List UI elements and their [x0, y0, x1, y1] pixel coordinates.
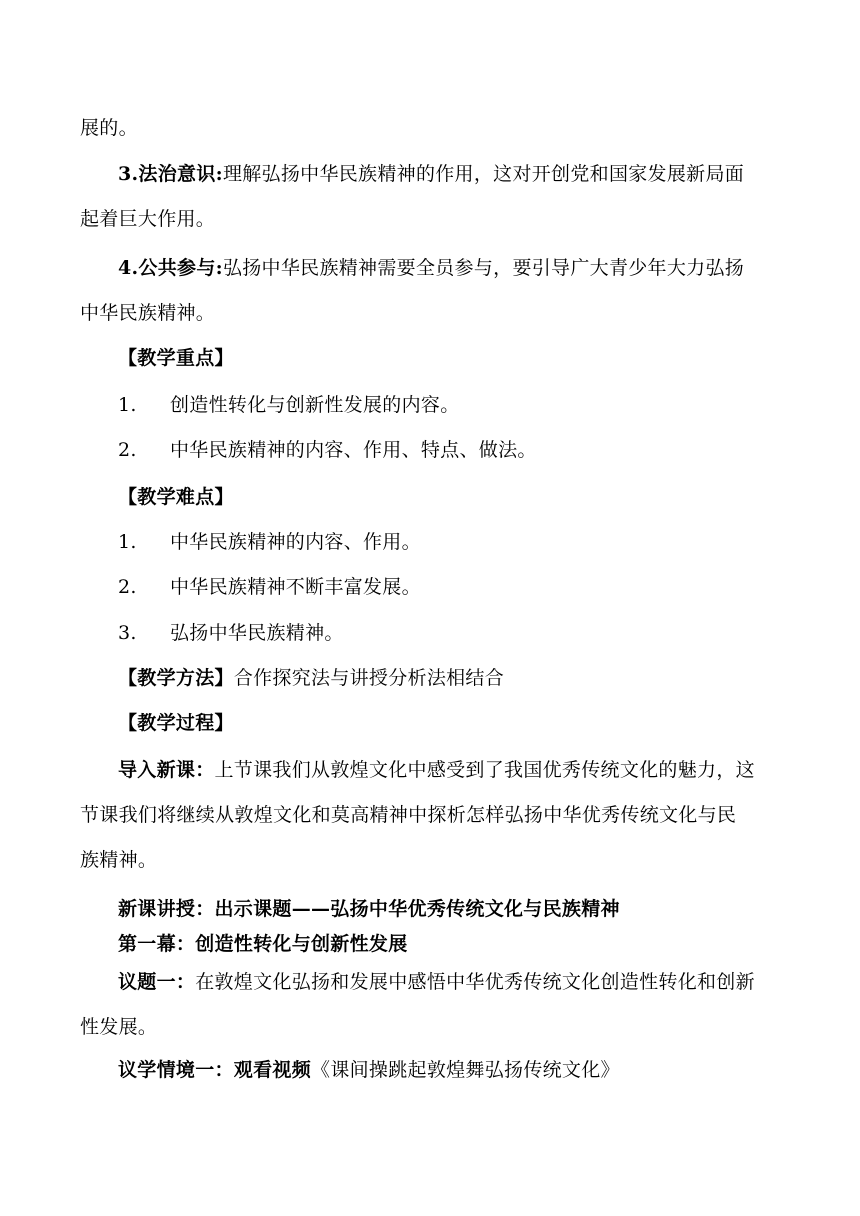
section-teaching-method: [118, 666, 860, 690]
section-heading-process: [118, 711, 860, 735]
paragraph-intro: [118, 758, 860, 782]
paragraph-text: 上节课我们从敦煌文化中感受到了我国优秀传统文化的魅力，这: [214, 759, 755, 781]
heading-text: 新课讲授：出示课题——弘扬中华优秀传统文化与民族精神: [118, 898, 620, 920]
paragraph-topic-one-cont: [80, 1015, 860, 1039]
section-heading-difficulties: [118, 485, 860, 509]
heading-text: 第一幕：创造性转化与创新性发展: [118, 933, 408, 955]
paragraph-text: 弘扬中华民族精神需要全员参与，要引导广大青少年大力弘扬: [222, 257, 745, 279]
paragraph-label: 3.法治意识:: [118, 163, 223, 185]
paragraph-label: 导入新课：: [118, 759, 215, 781]
paragraph-intro-cont: [80, 803, 860, 827]
list-number: 1.: [118, 531, 137, 553]
act-one-heading: [118, 932, 860, 956]
paragraph-label: 4.公共参与:: [118, 257, 223, 279]
heading-text: 【教学难点】: [118, 486, 234, 508]
method-text: 合作探究法与讲授分析法相结合: [233, 667, 505, 689]
paragraph-text: 起着巨大作用。: [80, 208, 216, 230]
section-heading-key-points: [118, 346, 860, 370]
paragraph-label: 议学情境一：观看视频: [118, 1059, 312, 1081]
paragraph-rule-of-law: [118, 162, 860, 186]
paragraph-text: 族精神。: [80, 849, 158, 871]
paragraph-public-participation-cont: [80, 301, 860, 325]
paragraph-text: 《课间操跳起敦煌舞弘扬传统文化》: [311, 1059, 620, 1081]
list-number: 1.: [118, 394, 137, 416]
paragraph-text: 在敦煌文化弘扬和发展中感悟中华优秀传统文化创造性转化和创新: [195, 971, 755, 993]
list-text: 中华民族精神的内容、作用。: [170, 531, 421, 553]
list-number: 3.: [118, 622, 137, 644]
paragraph-text: 节课我们将继续从敦煌文化和莫高精神中探析怎样弘扬中华优秀传统文化与民: [80, 804, 737, 826]
paragraph-text: 理解弘扬中华民族精神的作用，这对开创党和国家发展新局面: [222, 163, 745, 185]
paragraph-intro-cont: [80, 848, 860, 872]
paragraph-label: 议题一：: [118, 971, 196, 993]
text: 展的。: [80, 117, 138, 139]
new-lesson-heading: [118, 897, 860, 921]
paragraph-topic-one: [118, 970, 860, 994]
list-text: 中华民族精神的内容、作用、特点、做法。: [170, 439, 537, 461]
list-text: 创造性转化与创新性发展的内容。: [170, 394, 460, 416]
list-number: 2.: [118, 576, 137, 598]
heading-text: 【教学方法】: [118, 667, 234, 689]
paragraph-text: 性发展。: [80, 1016, 158, 1038]
paragraph-continuation: [80, 116, 860, 140]
paragraph-text: 中华民族精神。: [80, 302, 216, 324]
paragraph-scene-one: [118, 1058, 860, 1082]
list-text: 弘扬中华民族精神。: [170, 622, 344, 644]
paragraph-rule-of-law-cont: [80, 207, 860, 231]
heading-text: 【教学重点】: [118, 347, 234, 369]
paragraph-public-participation: [118, 256, 860, 280]
list-text: 中华民族精神不断丰富发展。: [170, 576, 421, 598]
heading-text: 【教学过程】: [118, 712, 234, 734]
list-number: 2.: [118, 439, 137, 461]
